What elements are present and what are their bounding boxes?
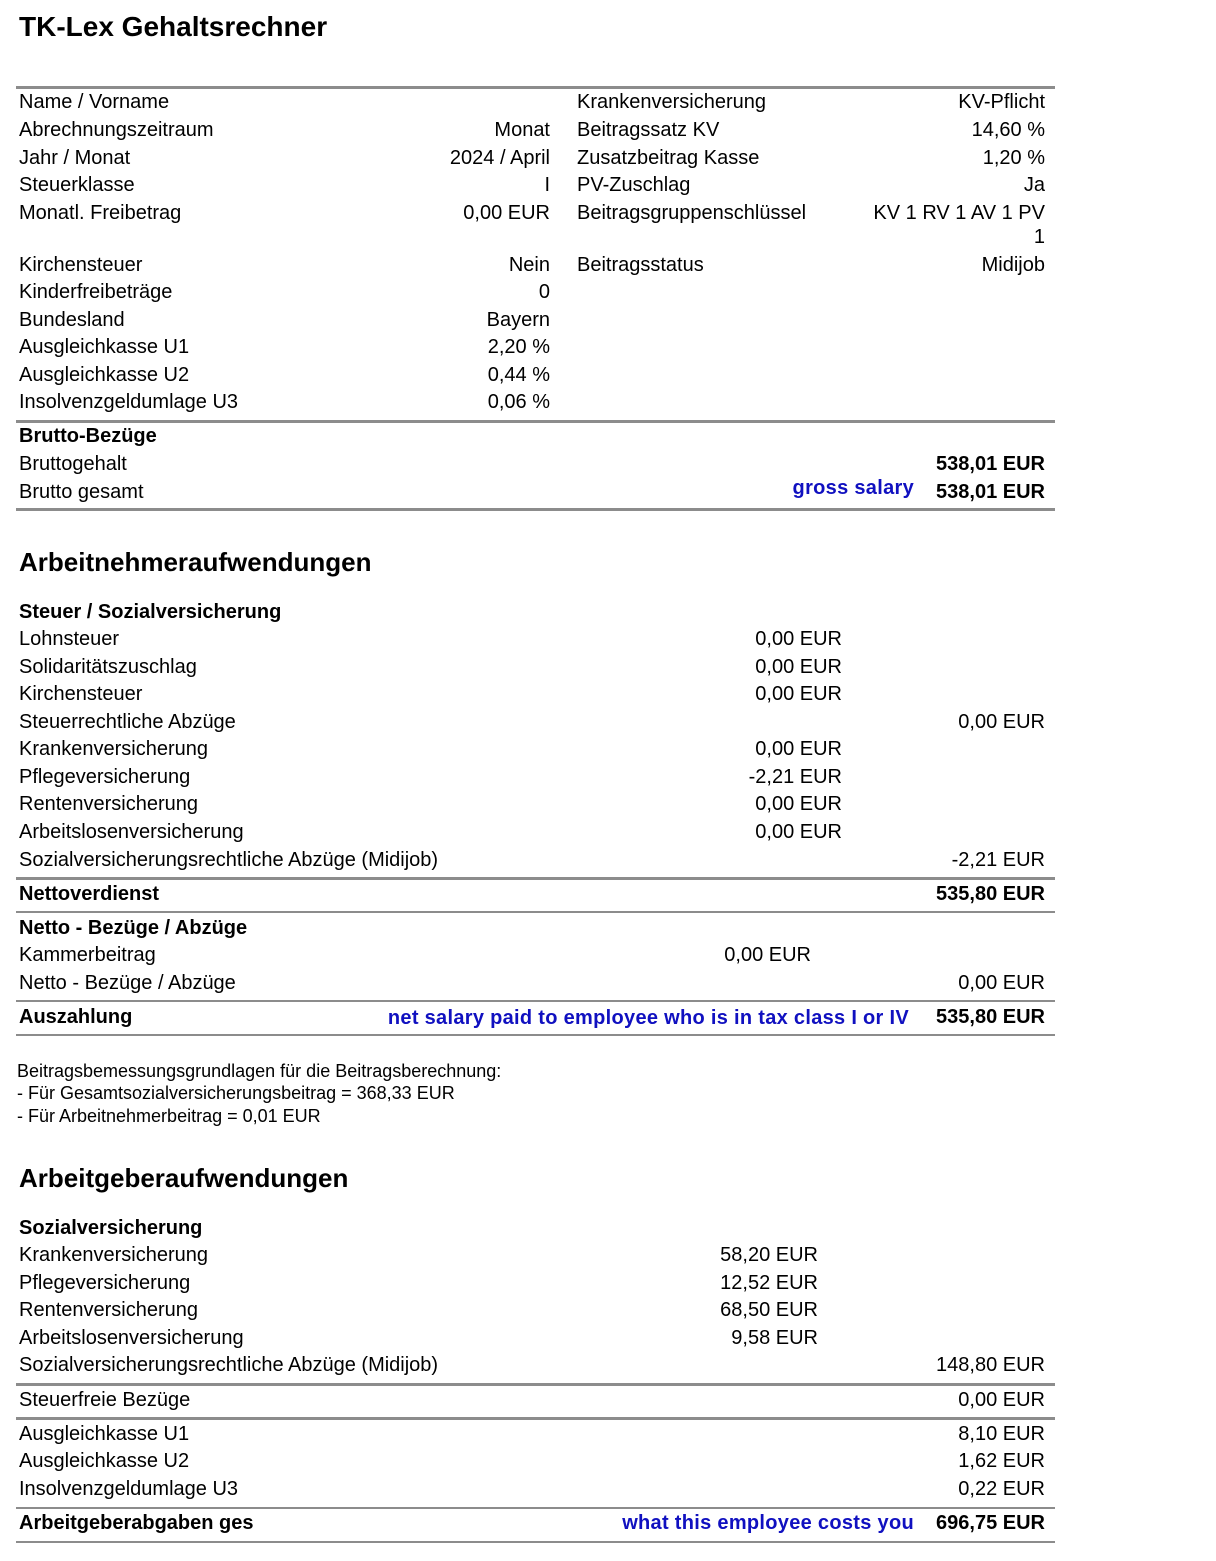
row-label: Sozialversicherungsrechtliche Abzüge (Midijob)	[19, 849, 439, 871]
header-label: Abrechnungszeitraum	[19, 119, 214, 141]
row-label: Krankenversicherung	[19, 738, 208, 760]
header-value: 0	[538, 281, 550, 303]
header-value: Bayern	[486, 309, 550, 331]
row-amount: 0,00 EUR	[755, 656, 842, 678]
divider	[16, 1507, 1055, 1509]
section-heading: Sozialversicherung	[19, 1217, 203, 1239]
row-total: 148,80 EUR	[936, 1354, 1045, 1376]
header-value: 14,60 %	[971, 119, 1045, 141]
divider	[16, 1417, 1055, 1420]
row-label: Insolvenzgeldumlage U3	[19, 1478, 239, 1500]
row-label: Kirchensteuer	[19, 683, 143, 705]
section-heading: Steuer / Sozialversicherung	[19, 601, 282, 623]
header-label: Kinderfreibeträge	[19, 281, 173, 303]
row-total: 0,00 EUR	[958, 711, 1045, 733]
note-line: Beitragsbemessungsgrundlagen für die Beitragsberechnung:	[17, 1061, 502, 1081]
row-label: Pflegeversicherung	[19, 766, 191, 788]
row-amount: 0,00 EUR	[755, 683, 842, 705]
row-label: Rentenversicherung	[19, 1299, 198, 1321]
header-value: KV-Pflicht	[958, 91, 1045, 113]
row-total: 8,10 EUR	[958, 1423, 1045, 1445]
row-amount: 9,58 EUR	[731, 1327, 818, 1349]
row-label: Pflegeversicherung	[19, 1272, 191, 1294]
header-label: Steuerklasse	[19, 174, 135, 196]
row-total: 0,22 EUR	[958, 1478, 1045, 1500]
divider	[16, 508, 1055, 511]
header-value-wrap: 1	[1033, 226, 1045, 248]
row-label: Bruttogehalt	[19, 453, 127, 475]
header-value: 2,20 %	[487, 336, 550, 358]
header-label: Ausgleichkasse U1	[19, 336, 190, 358]
row-total: 538,01 EUR	[936, 453, 1045, 475]
header-label: Insolvenzgeldumlage U3	[19, 391, 239, 413]
row-label: Brutto gesamt	[19, 481, 144, 503]
header-value: 0,06 %	[487, 391, 550, 413]
header-label: Zusatzbeitrag Kasse	[577, 147, 760, 169]
header-value: Ja	[1023, 174, 1045, 196]
header-label: Beitragsgruppenschlüssel	[577, 202, 807, 224]
header-label: Kirchensteuer	[19, 254, 143, 276]
employer-total-value: 696,75 EUR	[936, 1512, 1045, 1534]
netto-label: Nettoverdienst	[19, 883, 160, 905]
header-label: Jahr / Monat	[19, 147, 131, 169]
page-title: TK-Lex Gehaltsrechner	[19, 11, 328, 42]
divider	[16, 420, 1055, 423]
divider	[16, 911, 1055, 913]
row-label: Solidaritätszuschlag	[19, 656, 197, 678]
row-amount: 0,00 EUR	[755, 821, 842, 843]
header-label: Krankenversicherung	[577, 91, 766, 113]
header-value: 2024 / April	[449, 147, 550, 169]
row-label: Krankenversicherung	[19, 1244, 208, 1266]
divider	[16, 1541, 1055, 1543]
row-label: Ausgleichkasse U2	[19, 1450, 190, 1472]
row-total: 0,00 EUR	[958, 972, 1045, 994]
header-value: 0,00 EUR	[463, 202, 550, 224]
row-amount: 68,50 EUR	[720, 1299, 818, 1321]
row-label: Sozialversicherungsrechtliche Abzüge (Midijob)	[19, 1354, 439, 1376]
payout-value: 535,80 EUR	[936, 1006, 1045, 1028]
annotation-gross-salary: gross salary	[792, 477, 914, 499]
header-label: Monatl. Freibetrag	[19, 202, 182, 224]
row-amount: 58,20 EUR	[720, 1244, 818, 1266]
row-label: Steuerfreie Bezüge	[19, 1389, 191, 1411]
row-total: 1,62 EUR	[958, 1450, 1045, 1472]
payout-label: Auszahlung	[19, 1006, 133, 1028]
section-heading: Brutto-Bezüge	[19, 425, 157, 447]
row-label: Arbeitslosenversicherung	[19, 821, 244, 843]
row-total: 0,00 EUR	[958, 1389, 1045, 1411]
header-value: 1,20 %	[982, 147, 1045, 169]
row-label: Ausgleichkasse U1	[19, 1423, 190, 1445]
row-total: -2,21 EUR	[951, 849, 1045, 871]
note-line: - Für Gesamtsozialversicherungsbeitrag = 368,33 EUR	[17, 1083, 455, 1103]
row-amount: -2,21 EUR	[748, 766, 842, 788]
row-label: Rentenversicherung	[19, 793, 198, 815]
section-title: Arbeitgeberaufwendungen	[19, 1163, 349, 1193]
divider	[16, 86, 1055, 89]
header-label: Beitragssatz KV	[577, 119, 720, 141]
header-label: Beitragsstatus	[577, 254, 704, 276]
header-value: KV 1 RV 1 AV 1 PV	[873, 202, 1045, 224]
header-label: Name / Vorname	[19, 91, 170, 113]
header-label: Bundesland	[19, 309, 125, 331]
netto-value: 535,80 EUR	[936, 883, 1045, 905]
divider	[16, 1383, 1055, 1386]
annotation-net-salary: net salary paid to employee who is in tax class I or IV	[387, 1007, 909, 1029]
header-value: I	[544, 174, 550, 196]
row-amount: 0,00 EUR	[724, 944, 811, 966]
section-title: Arbeitnehmeraufwendungen	[19, 547, 372, 577]
header-label: Ausgleichkasse U2	[19, 364, 190, 386]
row-label: Steuerrechtliche Abzüge	[19, 711, 236, 733]
divider	[16, 1000, 1055, 1002]
section-heading: Netto - Bezüge / Abzüge	[19, 917, 248, 939]
row-label: Lohnsteuer	[19, 628, 120, 650]
note-line: - Für Arbeitnehmerbeitrag = 0,01 EUR	[17, 1106, 321, 1126]
header-value: Nein	[508, 254, 550, 276]
row-label: Arbeitslosenversicherung	[19, 1327, 244, 1349]
row-amount: 0,00 EUR	[755, 628, 842, 650]
annotation-employee-cost: what this employee costs you	[622, 1512, 914, 1534]
row-amount: 12,52 EUR	[720, 1272, 818, 1294]
employer-total-label: Arbeitgeberabgaben ges	[19, 1512, 254, 1534]
header-value: Midijob	[981, 254, 1045, 276]
divider	[16, 877, 1055, 880]
header-value: 0,44 %	[487, 364, 550, 386]
header-label: PV-Zuschlag	[577, 174, 691, 196]
row-label: Kammerbeitrag	[19, 944, 156, 966]
row-amount: 0,00 EUR	[755, 738, 842, 760]
header-value: Monat	[494, 119, 550, 141]
row-amount: 0,00 EUR	[755, 793, 842, 815]
divider	[16, 1034, 1055, 1036]
row-total: 538,01 EUR	[936, 481, 1045, 503]
row-label: Netto - Bezüge / Abzüge	[19, 972, 236, 994]
